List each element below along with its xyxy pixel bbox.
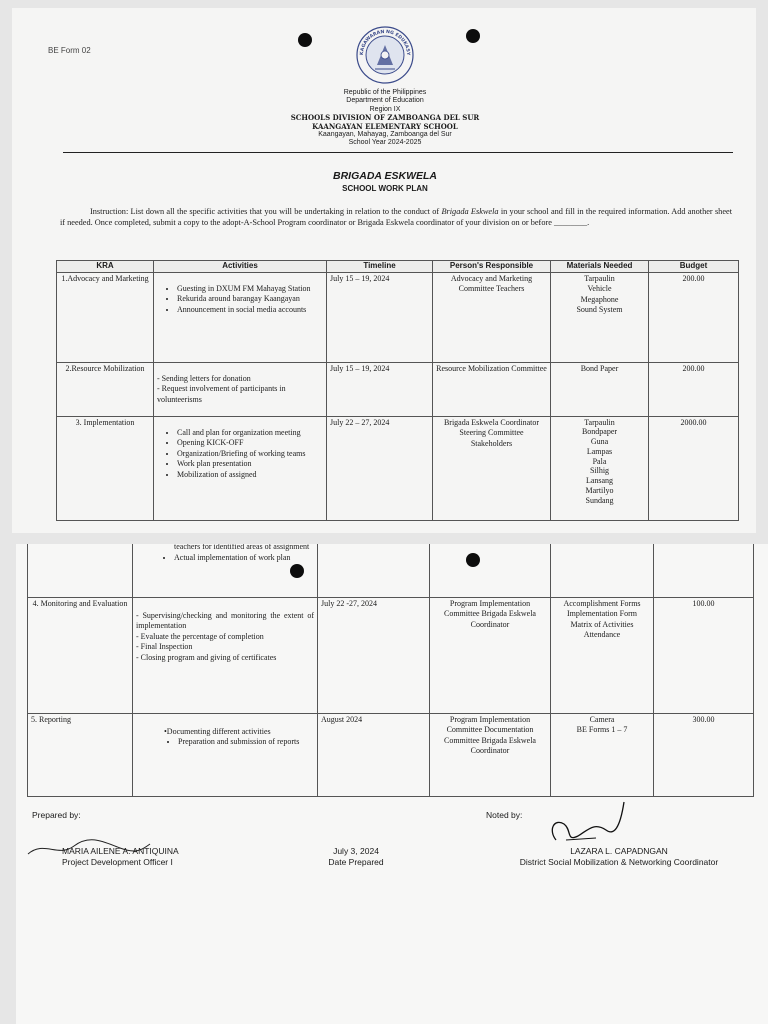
punch-hole	[466, 553, 480, 567]
person-item: Steering Committee	[459, 428, 524, 437]
column-header: Timeline	[327, 261, 433, 273]
column-header: Activities	[154, 261, 327, 273]
material-item: Guna	[590, 437, 609, 447]
material-item: Lansang	[585, 476, 614, 486]
budget-cell: 200.00	[649, 272, 739, 362]
noted-by-name: LAZARA L. CAPADNGAN	[570, 846, 668, 856]
materials-cell	[551, 597, 654, 713]
timeline-cell: July 22 – 27, 2024	[327, 416, 433, 520]
timeline-cell: July 15 – 19, 2024	[327, 362, 433, 416]
materials-cell	[551, 544, 654, 597]
materials-cell	[551, 416, 649, 520]
activity-item: • Preparation and submission of reports	[178, 737, 314, 748]
prepared-by-block	[62, 846, 179, 868]
instruction-paragraph: Instruction: List down all the specific activities that you will be undertaking in relation to the conduct of Brigada Eskwela in your school and fill in the required information. Add another sheet if needed. Once completed, submit a copy to the adopt-A-School Program coordinator or Brigada Eskwela coordinator of your division on or before ________.	[60, 207, 733, 227]
activity-item: • Rekurida around barangay Kaangayan	[177, 294, 323, 305]
column-header: Budget	[649, 261, 739, 273]
budget-cell: 200.00	[649, 362, 739, 416]
timeline-cell: August 2024	[318, 713, 430, 796]
budget-cell: 2000.00	[649, 416, 739, 520]
material-item: BE Forms 1 – 7	[576, 725, 628, 734]
table-row	[57, 416, 739, 520]
noted-by-label: Noted by:	[486, 810, 523, 820]
table-row	[57, 362, 739, 416]
material-item: Attendance	[583, 630, 621, 639]
activity-item: - Sending letters for donation	[157, 373, 251, 383]
material-item: Megaphone	[580, 294, 619, 304]
activity-item: • Work plan presentation	[177, 459, 323, 470]
table-header-row	[57, 261, 739, 273]
material-item: Accomplishment Forms	[563, 598, 641, 608]
column-header: Person's Responsible	[433, 261, 551, 273]
activity-item: • Organization/Briefing of working teams	[177, 449, 323, 460]
activity-item: - Final Inspection	[136, 642, 193, 651]
activities-cell	[133, 713, 318, 796]
persons-cell: Program Implementation Committee Brigada Eskwela Coordinator	[430, 597, 551, 713]
activity-item: • Announcement in social media accounts	[177, 305, 323, 316]
activity-item: • Call and plan for organization meeting	[177, 428, 323, 439]
prepared-by-title: Project Development Officer I	[62, 857, 173, 867]
material-item: Sundang	[585, 495, 614, 505]
date-prepared-label: Date Prepared	[328, 857, 384, 867]
activity-item: • Mobilization of assigned	[177, 470, 323, 481]
materials-cell	[551, 272, 649, 362]
school-line: KAANGAYAN ELEMENTARY SCHOOL	[312, 121, 458, 131]
material-item: Bond Paper	[580, 363, 619, 373]
table-row	[28, 597, 754, 713]
prepared-by-label: Prepared by:	[32, 810, 81, 820]
table-row	[57, 272, 739, 362]
timeline-cell: July 22 -27, 2024	[318, 597, 430, 713]
material-item: Sound System	[576, 305, 623, 314]
persons-cell	[430, 544, 551, 597]
material-item: Silhig	[589, 466, 610, 476]
activity-item: - Evaluate the percentage of completion	[136, 631, 264, 641]
activity-item: - Request involvement of participants in volunteerisms	[157, 384, 286, 404]
materials-cell	[551, 362, 649, 416]
budget-cell: 300.00	[654, 713, 754, 796]
material-item: Lampas	[586, 446, 613, 456]
material-item: Tarpaulin	[584, 273, 615, 283]
deped-seal-icon	[355, 25, 415, 85]
department-line: Department of Education	[346, 97, 424, 105]
persons-cell: Advocacy and Marketing Committee Teachers	[433, 272, 551, 362]
punch-hole	[298, 33, 312, 47]
material-item: Tarpaulin	[584, 417, 615, 427]
document-subtitle: SCHOOL WORK PLAN	[342, 184, 428, 193]
division-line: SCHOOLS DIVISION OF ZAMBOANGA DEL SUR	[290, 113, 480, 123]
prepared-by-name: MARIA AILENE A. ANTIQUINA	[62, 846, 179, 856]
svg-text:KAGAWARAN NG EDUKASYON: KAGAWARAN NG EDUKASY	[359, 29, 411, 56]
material-item: Camera	[589, 714, 615, 724]
materials-cell	[551, 713, 654, 796]
kra-cell: 2.Resource Mobilization	[57, 362, 154, 416]
punch-hole	[466, 29, 480, 43]
table-row	[28, 544, 754, 597]
region-line: Region IX	[369, 105, 401, 113]
work-plan-table	[56, 260, 739, 521]
kra-cell: 5. Reporting	[28, 713, 133, 796]
activity-item: teachers for identified areas of assignment	[174, 544, 310, 551]
noted-by-title: District Social Mobilization & Networking Coordinator	[519, 857, 719, 867]
noted-by-block	[494, 846, 744, 868]
timeline-cell: July 15 – 19, 2024	[327, 272, 433, 362]
school-year-line: School Year 2024-2025	[348, 139, 422, 147]
punch-hole	[290, 564, 304, 578]
column-header: KRA	[57, 261, 154, 273]
persons-cell	[433, 416, 551, 520]
persons-cell: Resource Mobilization Committee	[433, 362, 551, 416]
material-item: Bondpaper	[581, 427, 618, 437]
material-item: Vehicle	[587, 284, 612, 293]
header-divider	[63, 152, 733, 153]
activities-cell	[154, 272, 327, 362]
activity-item: - Closing program and giving of certificates	[136, 652, 277, 662]
person-item: Stakeholders	[470, 438, 513, 448]
timeline-cell	[318, 544, 430, 597]
document-title: BRIGADA ESKWELA	[332, 170, 438, 182]
activity-item: • Actual implementation of work plan	[174, 553, 314, 564]
activities-cell	[133, 597, 318, 713]
table-row	[28, 713, 754, 796]
budget-cell: 100.00	[654, 597, 754, 713]
date-prepared-value: July 3, 2024	[333, 846, 379, 856]
address-line: Kaangayan, Mahayag, Zamboanga del Sur	[318, 131, 452, 139]
form-number: BE Form 02	[48, 46, 91, 55]
kra-cell	[28, 544, 133, 597]
activities-cell	[154, 362, 327, 416]
kra-cell: 1.Advocacy and Marketing	[57, 272, 154, 362]
material-item: Matrix of Activities	[570, 619, 634, 629]
letterhead	[150, 89, 620, 148]
work-plan-table-continued	[27, 544, 754, 797]
activity-item: • Opening KICK-OFF	[177, 438, 323, 449]
material-item: Pala	[592, 456, 607, 466]
activity-item: • Guesting in DXUM FM Mahayag Station	[177, 284, 323, 295]
persons-cell: Program Implementation Committee Documentation Committee Brigada Eskwela Coordinator	[430, 713, 551, 796]
material-item: Martilyo	[585, 486, 614, 496]
activity-item: - Supervising/checking and monitoring the extent of implementation	[136, 610, 314, 630]
activities-cell	[154, 416, 327, 520]
budget-cell	[654, 544, 754, 597]
republic-line: Republic of the Philippines	[343, 89, 427, 96]
kra-cell: 3. Implementation	[57, 416, 154, 520]
date-prepared-block	[316, 846, 396, 868]
kra-cell: 4. Monitoring and Evaluation	[28, 597, 133, 713]
material-item: Implementation Form	[567, 609, 637, 618]
activity-item: •Documenting different activities	[164, 726, 271, 736]
person-item: Brigada Eskwela Coordinator	[443, 417, 540, 427]
column-header: Materials Needed	[551, 261, 649, 273]
